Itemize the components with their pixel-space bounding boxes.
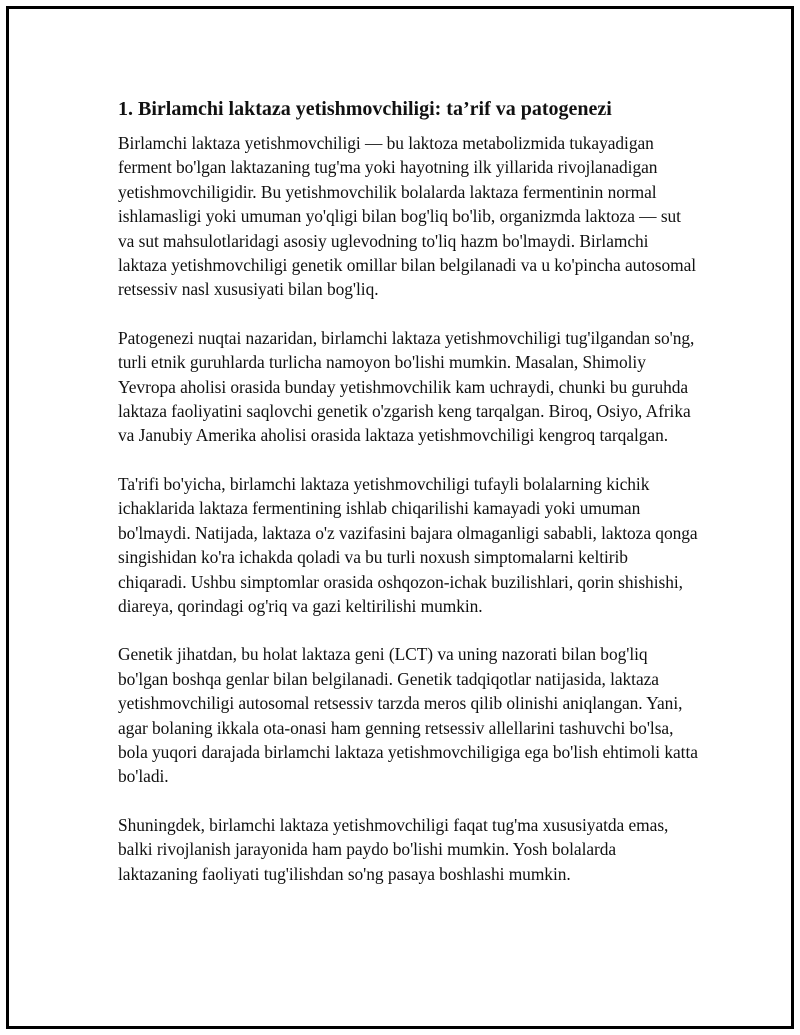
page-frame xyxy=(6,6,794,1029)
section-heading: 1. Birlamchi laktaza yetishmovchiligi: ta’rif va patogenezi xyxy=(118,98,612,120)
paragraph-pathogenesis: Patogenezi nuqtai nazaridan, birlamchi laktaza yetishmovchiligi tug'ilgandan so'ng, turli etnik guruhlarda turlicha namoyon bo'lishi mumkin. Masalan, Shimoliy Yevropa aholisi orasida bunday yetishmovchilik kam uchraydi, chunki bu guruhda laktaza faoliyatini saqlovchi genetik o'zgarish keng tarqalgan. Biroq, Osiyo, Afrika va Janubiy Amerika aholisi orasida laktaza yetishmovchiligi kengroq tarqalgan. xyxy=(118,327,695,446)
paragraph-development: Shuningdek, birlamchi laktaza yetishmovchiligi faqat tug'ma xususiyatda emas, balki rivojlanish jarayonida ham paydo bo'lishi mumkin. Yosh bolalarda laktazaning faoliyati tug'ilishdan so'ng pasaya boshlashi mumkin. xyxy=(118,814,669,884)
paragraph-mechanism: Ta'rifi bo'yicha, birlamchi laktaza yetishmovchiligi tufayli bolalarning kichik ichaklarida laktaza fermentining ishlab chiqarilishi kamayadi yoki umuman bo'lmaydi. Natijada, laktaza o'z vazifasini bajara olmaganligi sababli, laktoza qonga singishidan ko'ra ichakda qoladi va bu turli noxush simptomalarni keltirib chiqaradi. Ushbu simptomlar orasida oshqozon-ichak buzilishlari, qorin shishishi, diareya, qorindagi og'riq va gazi keltirilishi mumkin. xyxy=(118,473,698,616)
paragraph-definition: Birlamchi laktaza yetishmovchiligi — bu laktoza metabolizmida tukayadigan ferment bo'lgan laktazaning tug'ma yoki hayotning ilk yillarida rivojlanadigan yetishmovchiligidir. Bu yetishmovchilik bolalarda laktaza fermentinin normal ishlamasligi yoki umuman yo'qligi bilan bog'liq bo'lib, organizmda laktoza — sut va sut mahsulotlaridagi asosiy uglevodning to'liq hazm bo'lmaydi. Birlamchi laktaza yetishmovchiligi genetik omillar bilan belgilanadi va u ko'pincha autosomal retsessiv nasl xususiyati bilan bog'liq. xyxy=(118,133,697,300)
paragraph-genetics: Genetik jihatdan, bu holat laktaza geni (LCT) va uning nazorati bilan bog'liq bo'lgan boshqa genlar bilan belgilanadi. Genetik tadqiqotlar natijasida, laktaza yetishmovchiligi autosomal retsessiv tarzda meros qilib olinishi aniqlangan. Yani, agar bolaning ikkala ota-onasi ham genning retsessiv allellarini tashuvchi bo'lsa, bola yuqori darajada birlamchi laktaza yetishmovchiligiga ega bo'lish ehtimoli katta bo'ladi. xyxy=(118,644,698,787)
document-body xyxy=(118,95,698,910)
